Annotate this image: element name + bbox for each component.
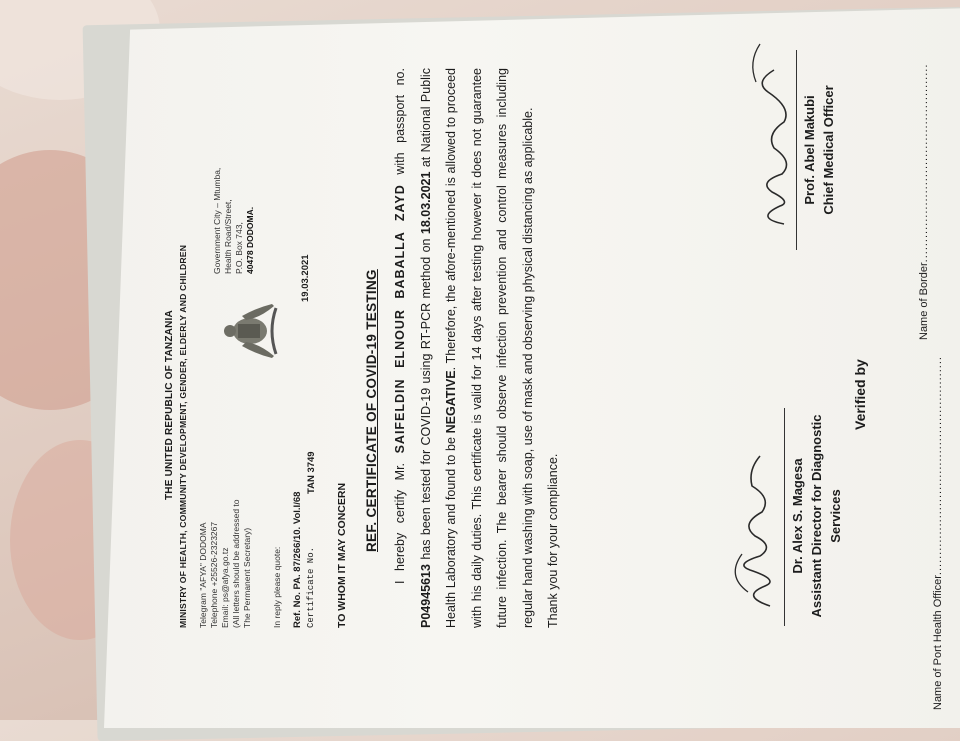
certificate-number-value: TAN 3749 (306, 451, 317, 494)
port-officer-label: Name of Port Health Officer (932, 575, 944, 710)
issue-date: 19.03.2021 (300, 254, 311, 302)
certificate-body (388, 68, 567, 628)
contact-line: (All letters should be addressed to (231, 499, 241, 628)
contact-line: Email: ps@afya.go.tz (220, 547, 230, 628)
closing-thanks: Thank you for your compliance. (546, 453, 560, 628)
signature-line-left (784, 408, 785, 626)
signature-left-graphic (720, 426, 786, 616)
signatory-right (800, 40, 838, 260)
body-test-method: has been tested for COVID-19 using RT-PCR method on (418, 238, 433, 560)
address-line: Health Road/Street, (223, 199, 233, 274)
signatory-right-name: Prof. Abel Makubi (802, 95, 817, 205)
contact-line: Telegram "AFYA" DODOMA (198, 522, 208, 628)
contact-line: The Permanent Secretary) (242, 527, 252, 628)
republic-heading: THE UNITED REPUBLIC OF TANZANIA (164, 310, 175, 500)
verified-by: Verified by (852, 359, 868, 430)
signatory-left-title: Assistant Director for Diagnostic Services (809, 414, 843, 618)
salutation: TO WHOM IT MAY CONCERN (336, 482, 348, 628)
body-laboratory: at National Public Health Laboratory and found to be (418, 68, 458, 628)
signatory-left-name: Dr. Alex S. Magesa (790, 458, 805, 574)
address-block (212, 94, 256, 274)
test-date: 18.03.2021 (418, 171, 433, 235)
border-field: Name of Border................................................. (918, 63, 930, 340)
signature-right-graphic (744, 32, 804, 232)
subject-heading (364, 269, 379, 552)
body-validity: . Therefore, the afore-mentioned is allowed to proceed with his daily duties. This certificate is valid for 14 days after testing however it does not guarantee future infection. The bearer should observe infection prevention and control measures including regular hand washing with soap, use of mask and observing physical distancing as applicable. (444, 68, 535, 628)
address-line: P.O. Box 743, (234, 222, 244, 274)
ref-number: Ref. No. PA. 87/266/10. Vol.I/68 (292, 491, 303, 628)
subject-text: REF. CERTIFICATE OF COVID-19 TESTING (364, 269, 379, 552)
ministry-heading: MINISTRY OF HEALTH, COMMUNITY DEVELOPMENT, GENDER, ELDERLY AND CHILDREN (178, 244, 188, 628)
address-line: Government City – Mtumba, (212, 167, 222, 274)
passport-number: P04945613 (418, 564, 433, 628)
contact-block (198, 428, 253, 628)
signatory-left (788, 386, 845, 646)
contact-line: Telephone +25526-2323267 (209, 521, 219, 628)
coat-of-arms-emblem (216, 298, 282, 364)
reply-quote: In reply please quote: (272, 546, 282, 628)
test-result: NEGATIVE (444, 370, 458, 434)
address-line: 40478 DODOMA. (245, 206, 255, 274)
patient-name: SAIFELDIN ELNOUR BABALLA ZAYD (393, 184, 407, 454)
border-label: Name of Border (918, 262, 930, 340)
certificate-number-label: Certificate No. (306, 546, 316, 628)
body-intro: I hereby certify Mr. (393, 462, 407, 584)
body-passport-intro: with passport no. (393, 68, 407, 175)
port-officer-field: Name of Port Health Officer...................................................... (932, 356, 944, 710)
signatory-right-title: Chief Medical Officer (821, 85, 836, 215)
certificate-document (120, 0, 960, 720)
signature-line-right (796, 50, 797, 250)
